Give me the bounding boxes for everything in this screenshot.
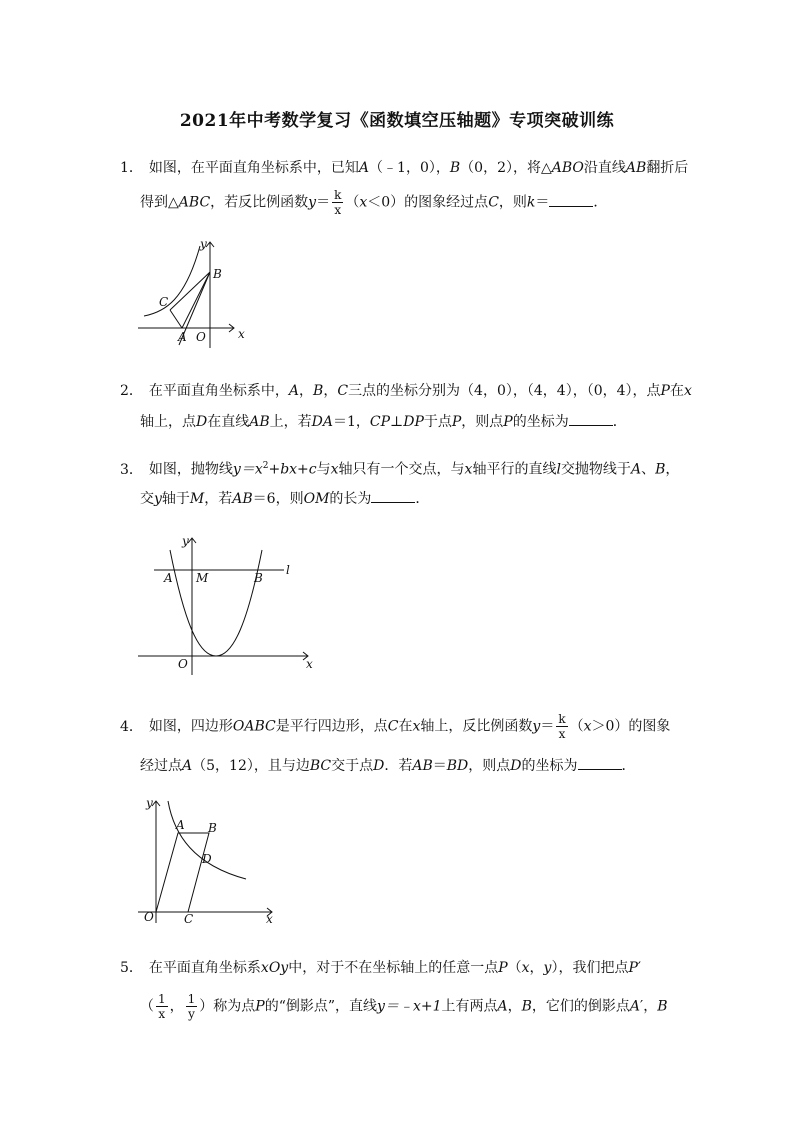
question-4-line-2: 经过点A（5，12），且与边BC交于点D．若AB＝BD，则点D的坐标为 ． (140, 755, 700, 777)
fraction-k-over-x: $\frac{k}{x}$ (334, 188, 342, 217)
fig1-label-x: x (238, 327, 245, 341)
fig1-label-B: B (213, 267, 222, 281)
fraction-k-over-x: $\frac{k}{x}$ (558, 712, 566, 741)
figure-4 (134, 795, 279, 925)
fig3-label-B: B (254, 571, 263, 585)
fig1-label-O: O (196, 330, 206, 344)
answer-blank[interactable] (371, 488, 415, 503)
fig1-label-y: y (200, 237, 207, 251)
fig3-label-M: M (196, 571, 209, 585)
fraction-1-over-x: $\frac{1}{x}$ (158, 992, 166, 1021)
fig1-label-C: C (159, 295, 169, 309)
fig3-label-l: l (286, 563, 290, 577)
question-1-line-2: 得到△ABC，若反比例函数y＝ $\frac{k}{x}$ （x＜0）的图象经过点C，则k＝ ． (140, 188, 608, 217)
fig3-label-x: x (306, 657, 313, 671)
fig4-label-x: x (266, 912, 273, 925)
fig4-label-C: C (184, 912, 194, 925)
question-5-line-1: 5． 在平面直角坐标系xOy中，对于不在坐标轴上的任意一点P（x，y），我们把点P′ (120, 960, 642, 976)
question-5-line-2: （ $\frac{1}{x}$ ， $\frac{1}{y}$ ）称为点P的“倒影点”，直线y＝﹣x+1上有两点A，B，它们的倒影点A′，B (140, 992, 668, 1021)
question-3-line-2: 交y轴于M，若AB＝6，则OM的长为 ． (140, 488, 700, 510)
answer-blank[interactable] (569, 411, 613, 426)
fig3-label-y: y (182, 534, 189, 548)
question-4-line-1: 4． 如图，四边形OABC是平行四边形，点C在x轴上，反比例函数y＝ $\frac{k}{x}$ （x＞0）的图象 (120, 712, 671, 741)
question-1-line-1: 1． 如图，在平面直角坐标系中，已知A（﹣1，0），B（0，2），将△ABO沿直线AB翻折后 (120, 160, 689, 176)
fig4-label-D: D (202, 852, 212, 866)
question-2-line-2: 轴上，点D在直线AB上，若DA＝1，CP⊥DP于点P，则点P的坐标为 ． (140, 411, 700, 433)
fig4-label-O: O (144, 910, 154, 924)
answer-blank[interactable] (578, 755, 622, 770)
fraction-1-over-y: $\frac{1}{y}$ (187, 992, 196, 1021)
fig4-label-y: y (146, 796, 153, 810)
fig3-label-A: A (164, 571, 173, 585)
fig4-label-B: B (208, 821, 217, 835)
figure-3 (136, 530, 326, 675)
fig1-label-A: A (178, 330, 187, 344)
page-title: 2021年中考数学复习《函数填空压轴题》专项突破训练 (179, 111, 615, 131)
fig3-label-O: O (178, 657, 188, 671)
question-3-line-1: 3． 如图，抛物线$y=x^2+bx+c$与x轴只有一个交点，与x轴平行的直线l交抛物线于A、B， (120, 461, 680, 478)
figure-1 (130, 230, 250, 350)
fig4-label-A: A (176, 818, 185, 832)
question-2-line-1: 2． 在平面直角坐标系中，A，B，C三点的坐标分别为（4，0），（4，4），（0，4），点P在x (120, 383, 692, 399)
answer-blank[interactable] (549, 192, 593, 207)
